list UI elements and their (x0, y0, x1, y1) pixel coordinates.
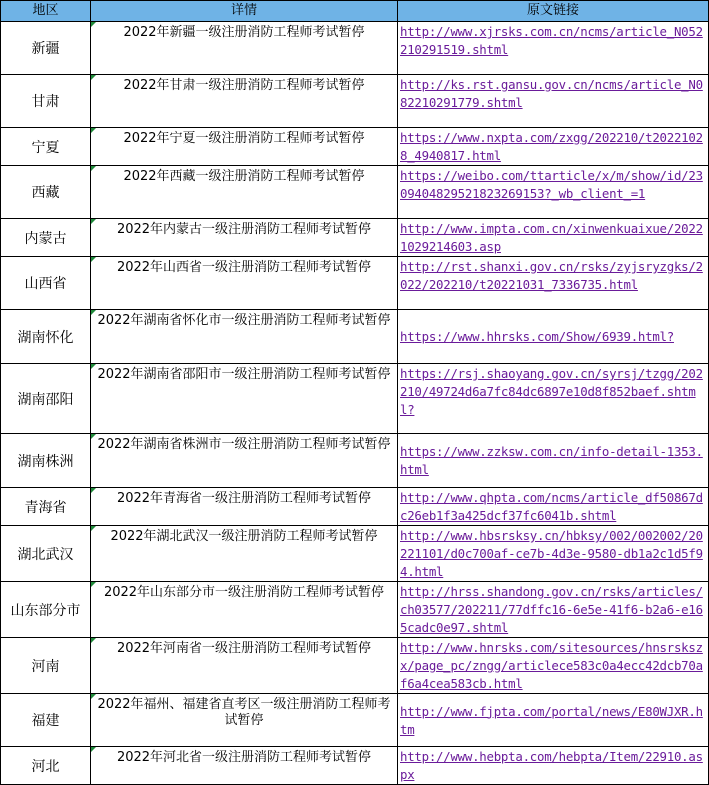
header-row (1, 1, 709, 22)
region-cell: 河南 (1, 638, 91, 694)
region-cell: 新疆 (1, 22, 91, 75)
detail-cell: 2022年湖南省邵阳市一级注册消防工程师考试暂停 (91, 364, 398, 434)
table-row (1, 257, 709, 310)
detail-cell: 2022年宁夏一级注册消防工程师考试暂停 (91, 128, 398, 166)
detail-cell: 2022年山东部分市一级注册消防工程师考试暂停 (91, 582, 398, 638)
region-cell: 甘肃 (1, 75, 91, 128)
link-cell[interactable]: https://www.nxpta.com/zxgg/202210/t20221028_4940817.html (398, 128, 709, 166)
region-cell: 山东部分市 (1, 582, 91, 638)
link-cell[interactable]: http://rst.shanxi.gov.cn/rsks/zyjsryzgks/2022/202210/t20221031_7336735.html (398, 257, 709, 310)
link-cell[interactable]: http://www.hebpta.com/hebpta/Item/22910.aspx (398, 747, 709, 785)
detail-cell: 2022年西藏一级注册消防工程师考试暂停 (91, 166, 398, 219)
detail-cell: 2022年湖南省株洲市一级注册消防工程师考试暂停 (91, 434, 398, 488)
table-row (1, 526, 709, 582)
link-cell[interactable]: http://www.qhpta.com/ncms/article_df50867dc26eb1f3a425dcf37fc6041b.shtml (398, 488, 709, 526)
link-cell[interactable]: http://ks.rst.gansu.gov.cn/ncms/article_N082210291779.shtml (398, 75, 709, 128)
table-row (1, 364, 709, 434)
detail-cell: 2022年内蒙古一级注册消防工程师考试暂停 (91, 219, 398, 257)
detail-cell: 2022年河北省一级注册消防工程师考试暂停 (91, 747, 398, 785)
region-cell: 内蒙古 (1, 219, 91, 257)
table-row (1, 22, 709, 75)
detail-cell: 2022年湖南省怀化市一级注册消防工程师考试暂停 (91, 310, 398, 364)
table-row (1, 694, 709, 747)
link-cell[interactable]: https://weibo.com/ttarticle/x/m/show/id/2309404829521823269153?_wb_client_=1 (398, 166, 709, 219)
region-cell: 湖南株洲 (1, 434, 91, 488)
header-region: 地区 (1, 1, 91, 22)
region-cell: 河北 (1, 747, 91, 785)
region-cell: 青海省 (1, 488, 91, 526)
header-link: 原文链接 (398, 1, 709, 22)
link-cell[interactable]: http://www.hbsrsksy.cn/hbksy/002/002002/20221101/d0c700af-ce7b-4d3e-9580-db1a2c1d5f94.html (398, 526, 709, 582)
link-cell[interactable]: https://rsj.shaoyang.gov.cn/syrsj/tzgg/202210/49724d6a7fc84dc6897e10d8f852baef.shtml? (398, 364, 709, 434)
region-cell: 湖南怀化 (1, 310, 91, 364)
header-detail: 详情 (91, 1, 398, 22)
table-row (1, 219, 709, 257)
link-cell[interactable]: https://www.hhrsks.com/Show/6939.html? (398, 310, 709, 364)
link-cell[interactable]: http://www.impta.com.cn/xinwenkuaixue/20221029214603.asp (398, 219, 709, 257)
link-cell[interactable]: http://www.fjpta.com/portal/news/E80WJXR.htm (398, 694, 709, 747)
table-row (1, 747, 709, 785)
link-cell[interactable]: http://www.xjrsks.com.cn/ncms/article_N052210291519.shtml (398, 22, 709, 75)
detail-cell: 2022年甘肃一级注册消防工程师考试暂停 (91, 75, 398, 128)
region-cell: 湖北武汉 (1, 526, 91, 582)
table-row (1, 582, 709, 638)
table-row (1, 166, 709, 219)
detail-cell: 2022年青海省一级注册消防工程师考试暂停 (91, 488, 398, 526)
table-row (1, 310, 709, 364)
detail-cell: 2022年福州、福建省直考区一级注册消防工程师考试暂停 (91, 694, 398, 747)
link-cell[interactable]: http://hrss.shandong.gov.cn/rsks/articles/ch03577/202211/77dffc16-6e5e-41f6-b2a6-e165cadc0e97.shtml (398, 582, 709, 638)
table-row (1, 75, 709, 128)
region-cell: 宁夏 (1, 128, 91, 166)
link-cell[interactable]: http://www.hnrsks.com/sitesources/hnsrsksz x/page_pc/zngg/articlece583c0a4ecc42dcb70af6a4cea583cb.html (398, 638, 709, 694)
detail-cell: 2022年新疆一级注册消防工程师考试暂停 (91, 22, 398, 75)
detail-cell: 2022年河南省一级注册消防工程师考试暂停 (91, 638, 398, 694)
detail-cell: 2022年湖北武汉一级注册消防工程师考试暂停 (91, 526, 398, 582)
region-cell: 福建 (1, 694, 91, 747)
region-cell: 西藏 (1, 166, 91, 219)
region-cell: 山西省 (1, 257, 91, 310)
link-cell[interactable]: https://www.zzksw.com.cn/info-detail-1353.html (398, 434, 709, 488)
region-cell: 湖南邵阳 (1, 364, 91, 434)
detail-cell: 2022年山西省一级注册消防工程师考试暂停 (91, 257, 398, 310)
table-row (1, 128, 709, 166)
table-row (1, 434, 709, 488)
table-row (1, 488, 709, 526)
table-row (1, 638, 709, 694)
